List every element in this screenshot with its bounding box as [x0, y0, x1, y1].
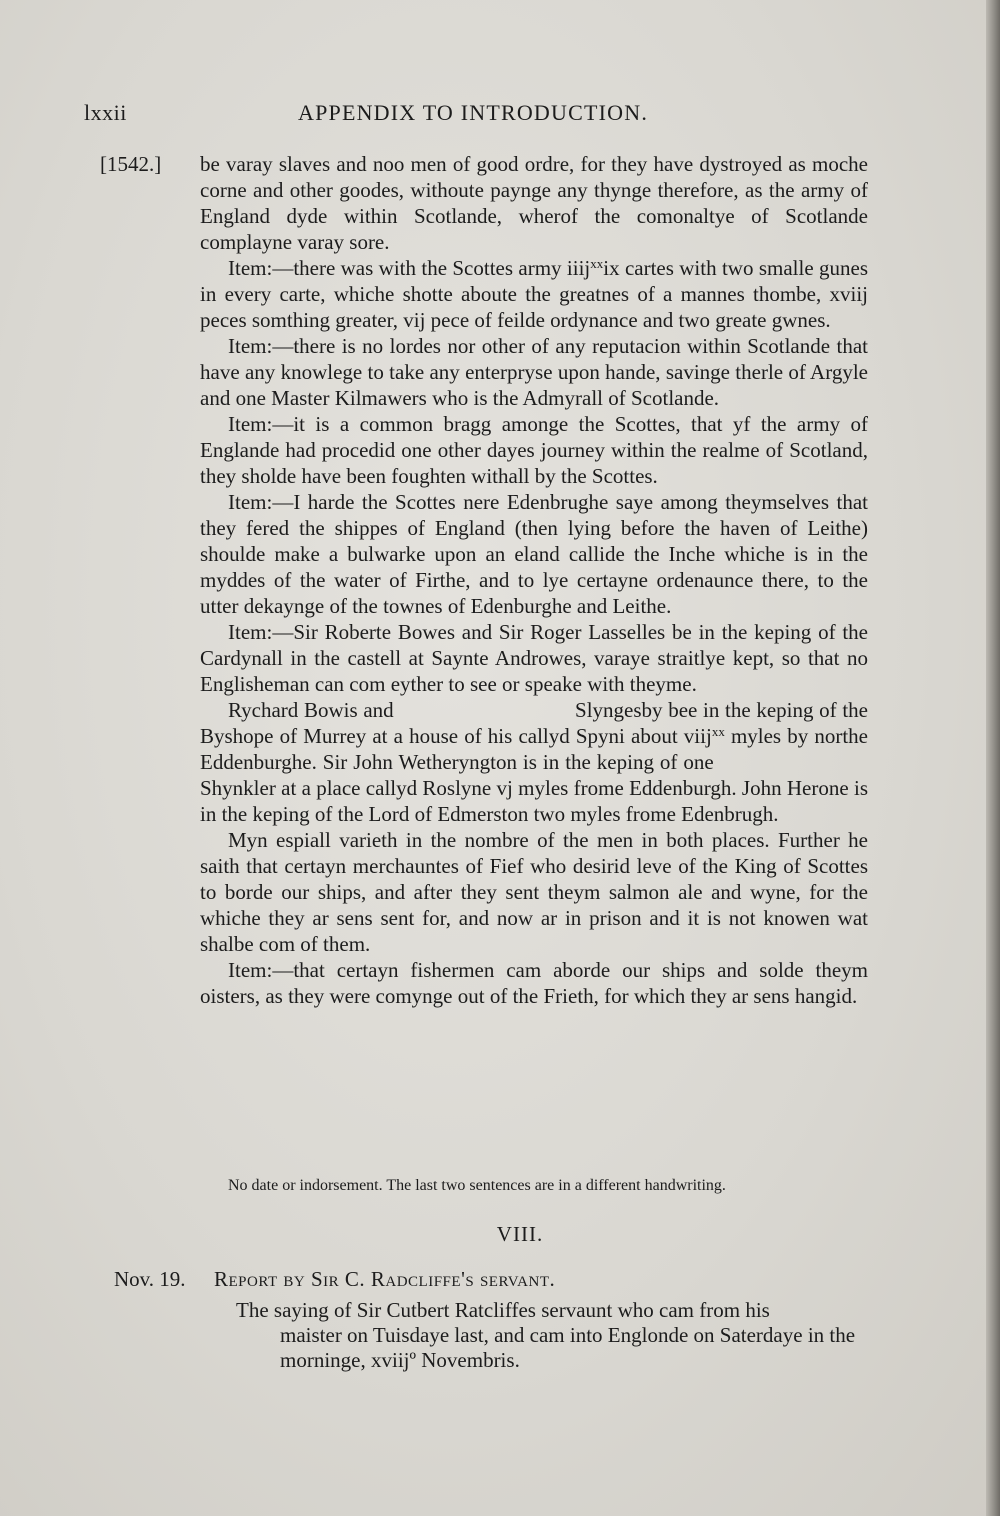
paragraph: be varay slaves and noo men of good ordre, for they have dystroyed as moche corne and other goodes, withoute paynge any thynge therefore, as the army of England dyde within Scotlande, wherof the comonaltye of Scotlande complayne varay sore. — [200, 152, 868, 254]
superscript: xx — [590, 256, 604, 271]
paragraph: Item:—Sir Roberte Bowes and Sir Roger Lasselles be in the keping of the Cardynall in the castell at Saynte Androwes, varaye straitlye kept, so that no Englisheman can com eyther to see or speake with theyme. — [200, 620, 868, 696]
report-continuation: maister on Tuisdaye last, and cam into Englonde on Saterdaye in the morninge, xviijº Novembris. — [280, 1323, 856, 1372]
paragraph: Myn espiall varieth in the nombre of the men in both places. Further he saith that certayn merchauntes of Fief who desirid leve of the King of Scottes to borde our ships, and after they sent theym salmon ale and wyne, for the whiche they ar sens sent for, and now ar in prison and it is not knowen wat shalbe com of them. — [200, 828, 868, 956]
section-numeral: VIII. — [496, 1222, 544, 1246]
paragraph: Item:—there is no lordes nor other of any reputacion within Scotlande that have any knowlege to take any enterpryse upon hande, savinge therle of Argyle and one Master Kilmawers who is the Admyrall of Scotlande. — [200, 334, 868, 410]
report-text — [236, 1298, 868, 1373]
paragraph: Item:—I harde the Scottes nere Edenbrughe saye among theymselves that they fered the shippes of England (then lying before the haven of Leithe) shoulde make a bulwarke upon an eland callide the Inche whiche is in the myddes of the water of Firthe, and to lye certayne ordenaunce there, to the utter dekaynge of the townes of Edenburghe and Leithe. — [200, 490, 868, 618]
report-margin-date: Nov. 19. — [114, 1267, 186, 1291]
running-head: APPENDIX TO INTRODUCTION. — [298, 100, 649, 125]
paragraph: Item:—that certayn fishermen cam aborde our ships and solde theym oisters, as they were comynge out of the Frieth, for which they ar sens hangid. — [200, 958, 868, 1008]
body-text — [200, 151, 868, 1009]
editorial-note: No date or indorsement. The last two sentences are in a different handwriting. — [228, 1177, 726, 1194]
margin-year: [1542.] — [100, 152, 162, 176]
page-number: lxxii — [84, 100, 127, 125]
book-spine-shadow — [986, 0, 1000, 1516]
report-first-line: The saying of Sir Cutbert Ratcliffes servaunt who cam from his — [236, 1298, 770, 1322]
paragraph: Rychard Bowis and Slyngesby bee in the keping of the Byshope of Murrey at a house of his callyd Spyni about viij$^{xx}$ myles by northe Eddenburghe. Sir John Wetheryngton is in the keping of one Shynkler at a place callyd Roslyne vj myles frome Eddenburgh. John Herone is in the keping of the Lord of Edmerston two myles frome Edenbrugh. — [200, 698, 868, 826]
report-title: Report by Sir C. Radcliffe's servant. — [214, 1267, 556, 1291]
paragraph: Item:—there was with the Scottes army iiij$^{xx}$ix cartes with two smalle gunes in every carte, whiche shotte aboute the greatnes of a mannes thombe, xviij peces somthing greater, vij pece of feilde ordynance and two greate gwnes. — [200, 256, 868, 332]
superscript: xx — [711, 724, 725, 739]
paragraph: Item:—it is a common bragg amonge the Scottes, that yf the army of Englande had procedid one other dayes journey within the realme of Scotland, they sholde have been foughten withall by the Scottes. — [200, 412, 868, 488]
